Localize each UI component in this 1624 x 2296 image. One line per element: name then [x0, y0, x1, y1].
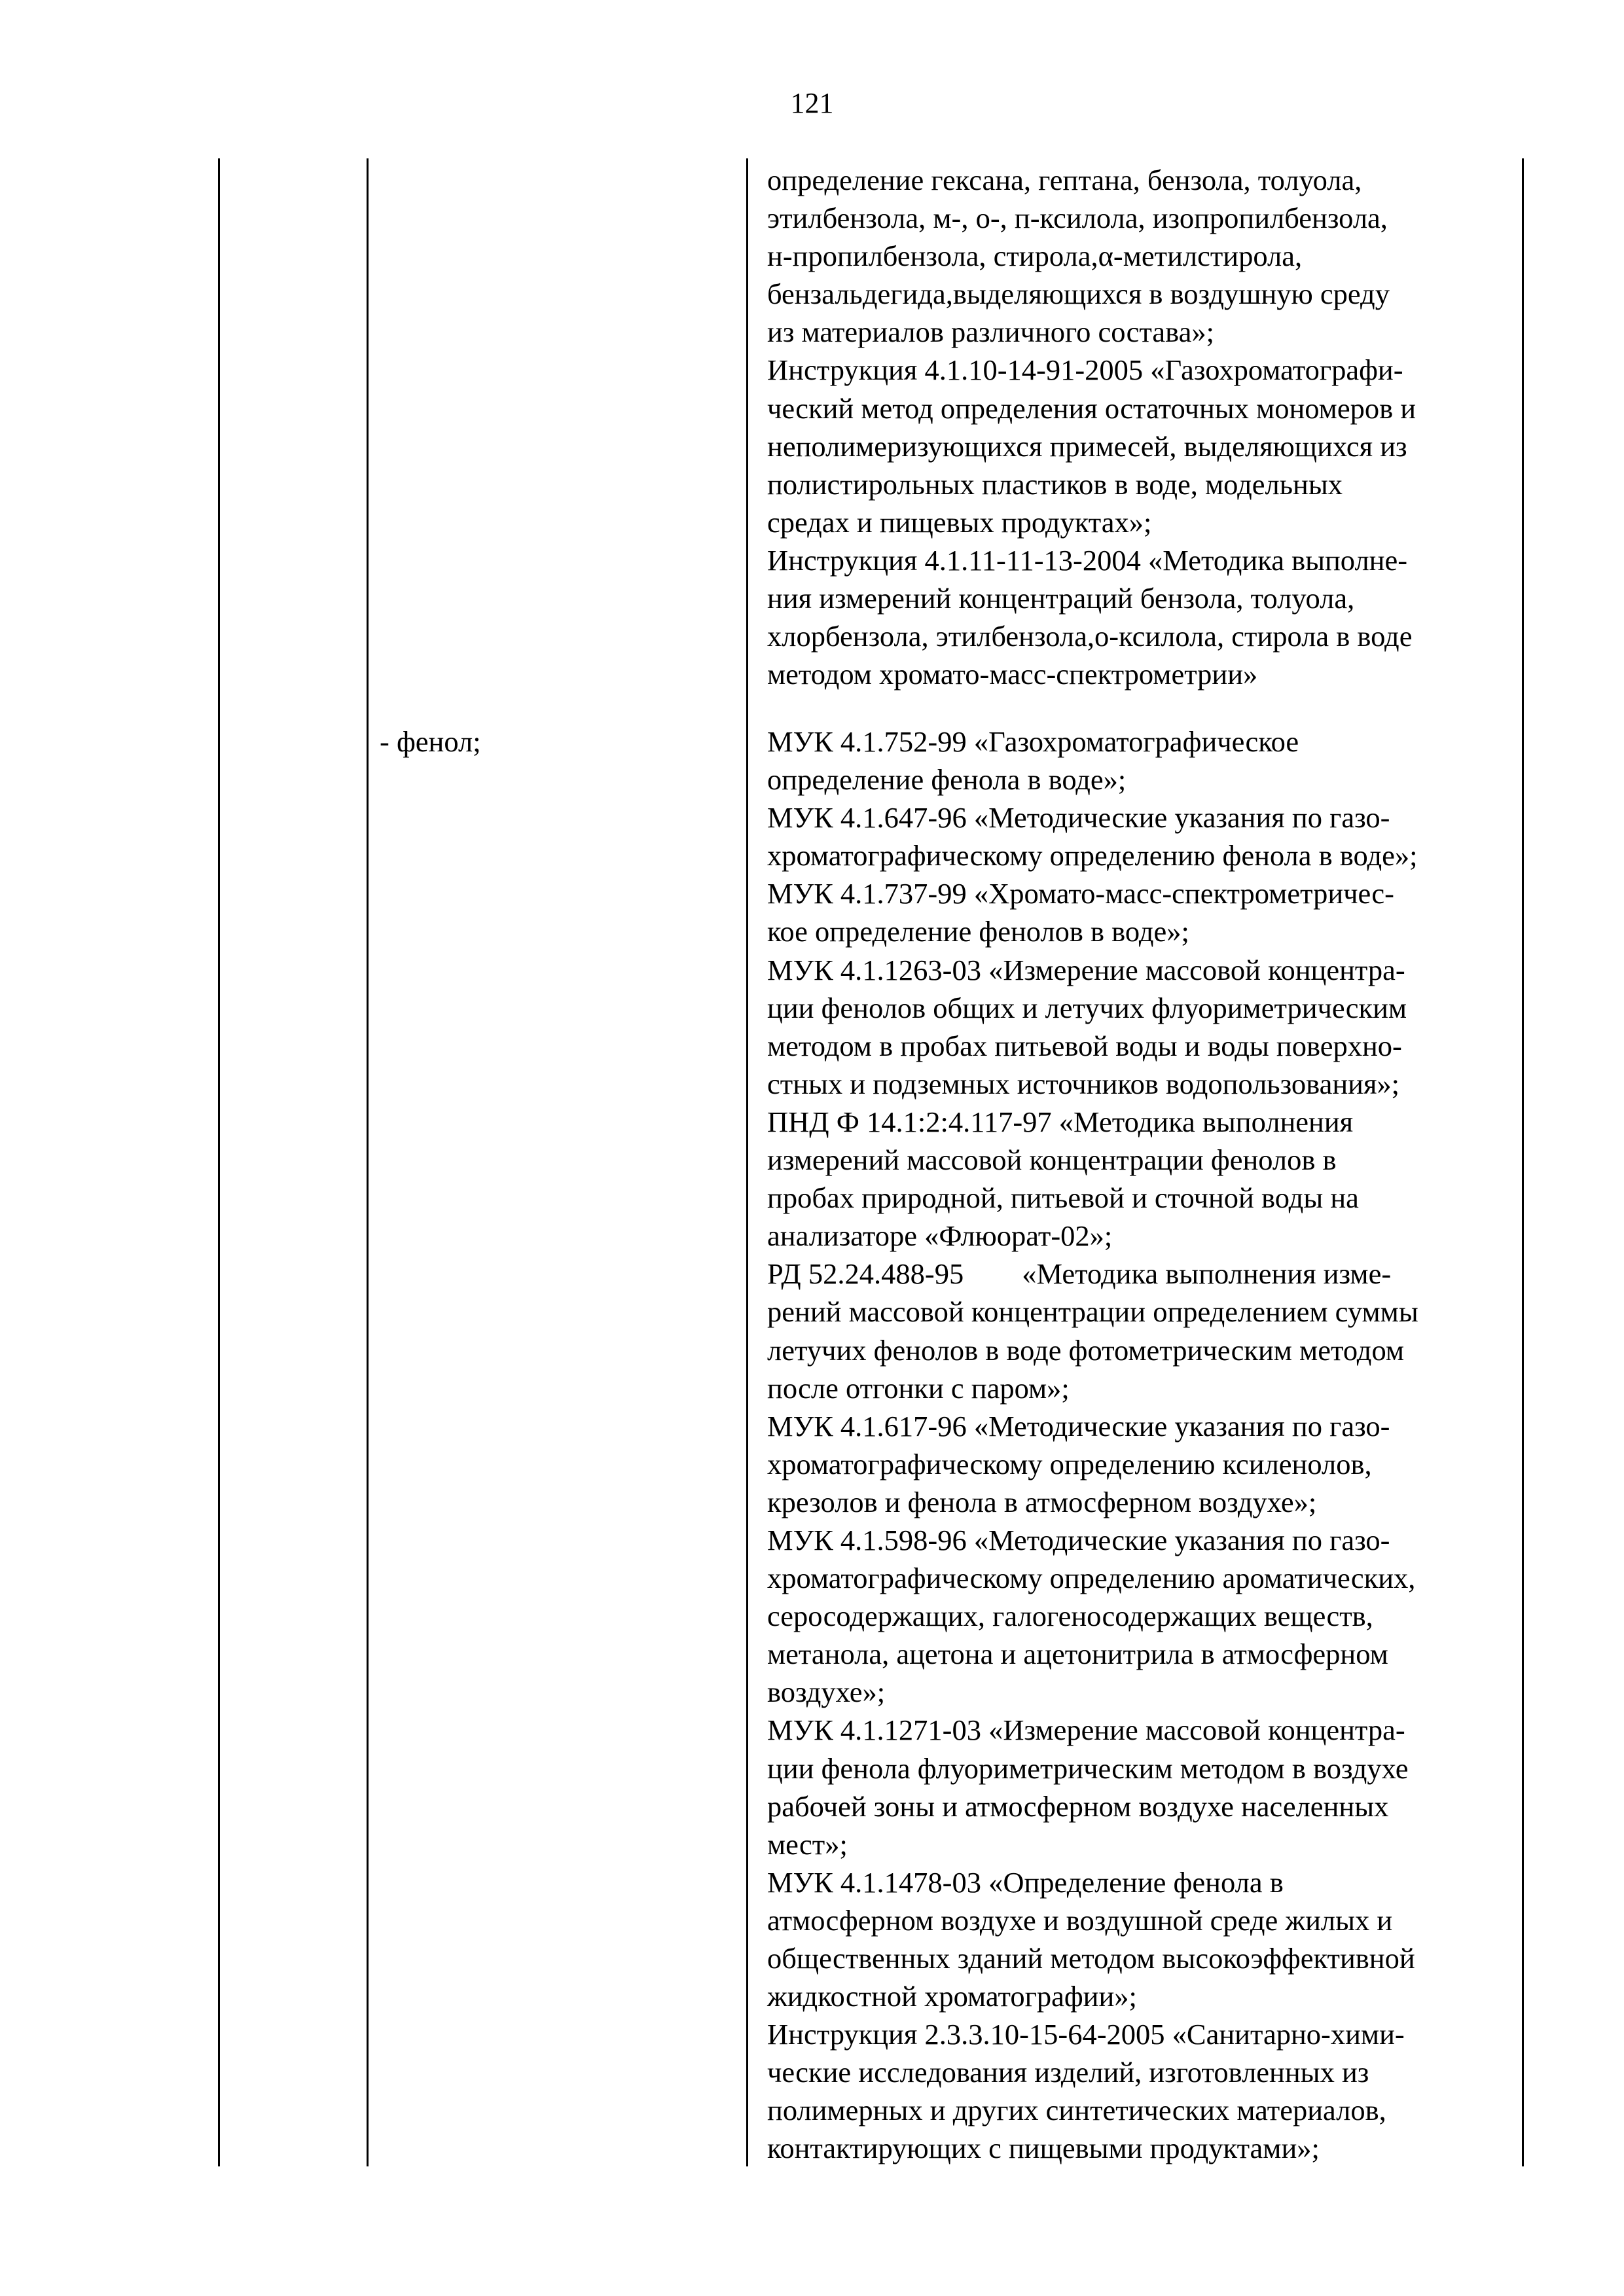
text-line: из материалов различного состава»;	[767, 315, 1214, 349]
text-line: ции фенолов общих и летучих флуориметрическим	[767, 991, 1407, 1024]
text-line: хроматографическому определению фенола в воде»;	[767, 839, 1418, 872]
text-line: ПНД Ф 14.1:2:4.117-97 «Методика выполнения	[767, 1105, 1354, 1138]
text-line: неполимеризующихся примесей, выделяющихся из	[767, 429, 1407, 463]
text-line: МУК 4.1.737-99 «Хромато-масс-спектрометричес-	[767, 877, 1394, 910]
text-line: полимерных и других синтетических материалов,	[767, 2094, 1386, 2127]
text-line: полистирольных пластиков в воде, модельных	[767, 467, 1343, 501]
text-line: рабочей зоны и атмосферном воздухе населенных	[767, 1789, 1389, 1823]
text-line: МУК 4.1.1478-03 «Определение фенола в	[767, 1865, 1284, 1899]
text-line: Инструкция 2.3.3.10-15-64-2005 «Санитарно-хими-	[767, 2018, 1405, 2051]
text-line: рений массовой концентрации определением суммы	[767, 1295, 1418, 1329]
text-line: МУК 4.1.752-99 «Газохроматографическое	[767, 725, 1299, 758]
text-line: хроматографическому определению ксиленолов,	[767, 1447, 1372, 1480]
text-line: контактирующих с пищевыми продуктами»;	[767, 2132, 1320, 2165]
text-line: жидкостной хроматографии»;	[767, 1980, 1137, 2013]
table-border-left	[218, 158, 220, 2166]
table-row-2-content	[767, 723, 1510, 2168]
text-line: МУК 4.1.598-96 «Методические указания по газо-	[767, 1523, 1390, 1556]
table-column-divider-1	[367, 158, 369, 2166]
text-line: МУК 4.1.617-96 «Методические указания по газо-	[767, 1409, 1390, 1443]
table-column-divider-2	[746, 158, 748, 2166]
text-line: определение гексана, гептана, бензола, толуола,	[767, 164, 1362, 196]
text-line: средах и пищевых продуктах»;	[767, 505, 1152, 539]
text-line: мест»;	[767, 1827, 848, 1861]
text-line: этилбензола, м-, о-, п-ксилола, изопропилбензола,	[767, 202, 1388, 235]
text-line: стных и подземных источников водопользования»;	[767, 1067, 1400, 1100]
text-line: анализаторе «Флюорат-02»;	[767, 1219, 1113, 1253]
text-line: кое определение фенолов в воде»;	[767, 915, 1189, 948]
text-line: атмосферном воздухе и воздушной среде жилых и	[767, 1903, 1393, 1937]
text-line: ческие исследования изделий, изготовленных из	[767, 2056, 1369, 2089]
table-border-right	[1522, 158, 1524, 2166]
text-line: общественных зданий методом высокоэффективной	[767, 1942, 1415, 1975]
text-line: методом хромато-масс-спектрометрии»	[767, 658, 1258, 691]
text-line: ния измерений концентраций бензола, толуола,	[767, 582, 1355, 615]
text-line: крезолов и фенола в атмосферном воздухе»;	[767, 1485, 1317, 1518]
text-line: МУК 4.1.1263-03 «Измерение массовой концентра-	[767, 953, 1405, 986]
text-line: Инструкция 4.1.11-11-13-2004 «Методика выполне-	[767, 543, 1408, 577]
text-line: Инструкция 4.1.10-14-91-2005 «Газохроматографи-	[767, 353, 1403, 387]
text-line: пробах природной, питьевой и сточной воды на	[767, 1181, 1359, 1215]
text-line: измерений массовой концентрации фенолов в	[767, 1143, 1337, 1177]
page-number: 121	[790, 87, 834, 119]
text-line: после отгонки с паром»;	[767, 1371, 1070, 1405]
table-row-1-content	[767, 161, 1510, 693]
text-line: МУК 4.1.1271-03 «Измерение массовой концентра-	[767, 1713, 1405, 1747]
text-line: бензальдегида,выделяющихся в воздушную среду	[767, 278, 1390, 311]
text-line: летучих фенолов в воде фотометрическим методом	[767, 1333, 1405, 1367]
text-line: хлорбензола, этилбензола,о-ксилола, стирола в воде	[767, 620, 1413, 653]
text-line: серосодержащих, галогеносодержащих веществ,	[767, 1600, 1373, 1633]
text-line: методом в пробах питьевой воды и воды поверхно-	[767, 1029, 1402, 1062]
text-line: н-пропилбензола, стирола,α-метилстирола,	[767, 240, 1303, 273]
text-line: хроматографическому определению ароматических,	[767, 1562, 1416, 1595]
text-line: воздухе»;	[767, 1676, 886, 1709]
text-line: РД 52.24.488-95 «Методика выполнения изме-	[767, 1257, 1392, 1291]
text-line: метанола, ацетона и ацетонитрила в атмосферном	[767, 1638, 1388, 1671]
text-line: ции фенола флуориметрическим методом в воздухе	[767, 1751, 1409, 1785]
text-line: определение фенола в воде»;	[767, 763, 1127, 797]
table-row-2-label: - фенол;	[380, 725, 481, 758]
text-line: ческий метод определения остаточных мономеров и	[767, 391, 1416, 425]
text-line: МУК 4.1.647-96 «Методические указания по газо-	[767, 801, 1390, 834]
